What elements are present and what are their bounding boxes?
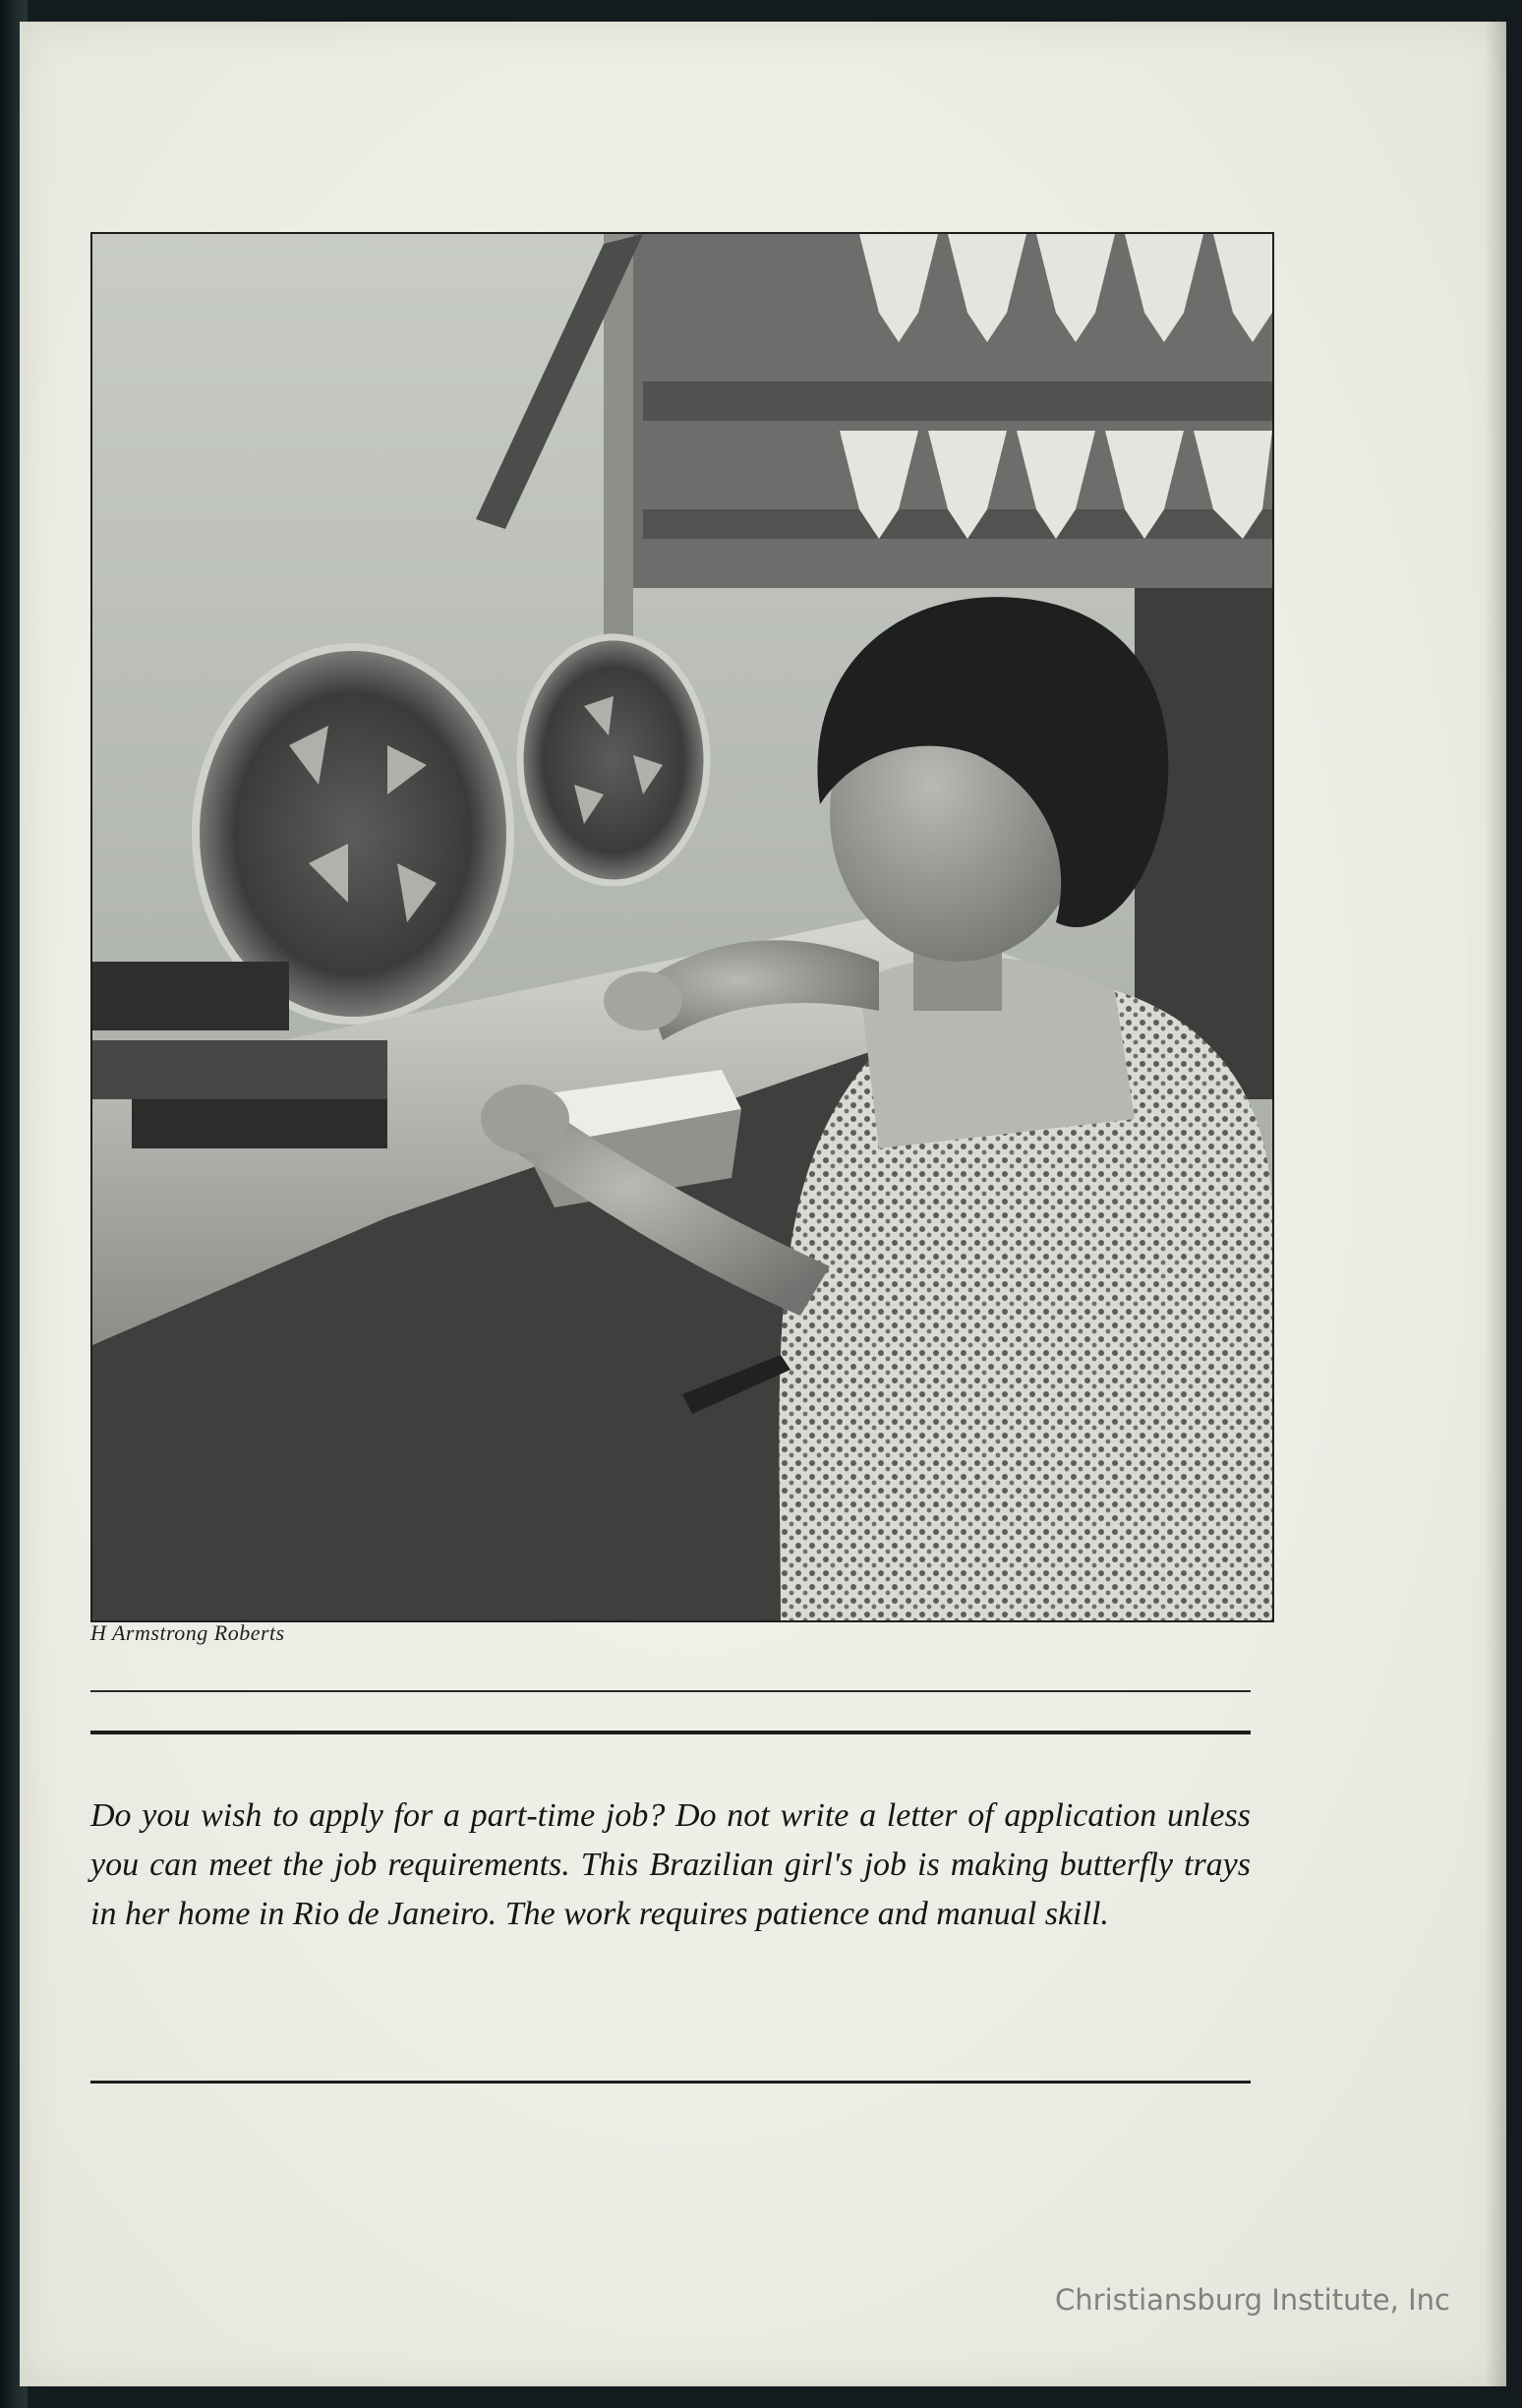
divider-rule [90, 1690, 1251, 1692]
photograph [90, 232, 1274, 1622]
watermark-text: Christiansburg Institute, Inc [1055, 2283, 1450, 2317]
photograph-image [92, 234, 1272, 1620]
photo-caption: Do you wish to apply for a part-time job? Do not write a letter of application unless you can meet the job requirements. This Brazilian girl's job is making butterfly trays in her home in Rio de Janeiro. The work requires patience and manual skill. [90, 1797, 1251, 1932]
divider-rule [90, 1731, 1251, 1734]
divider-rule [90, 2081, 1251, 2084]
photo-credit: H Armstrong Roberts [90, 1620, 285, 1645]
page-edge-shadow [1485, 22, 1506, 2386]
